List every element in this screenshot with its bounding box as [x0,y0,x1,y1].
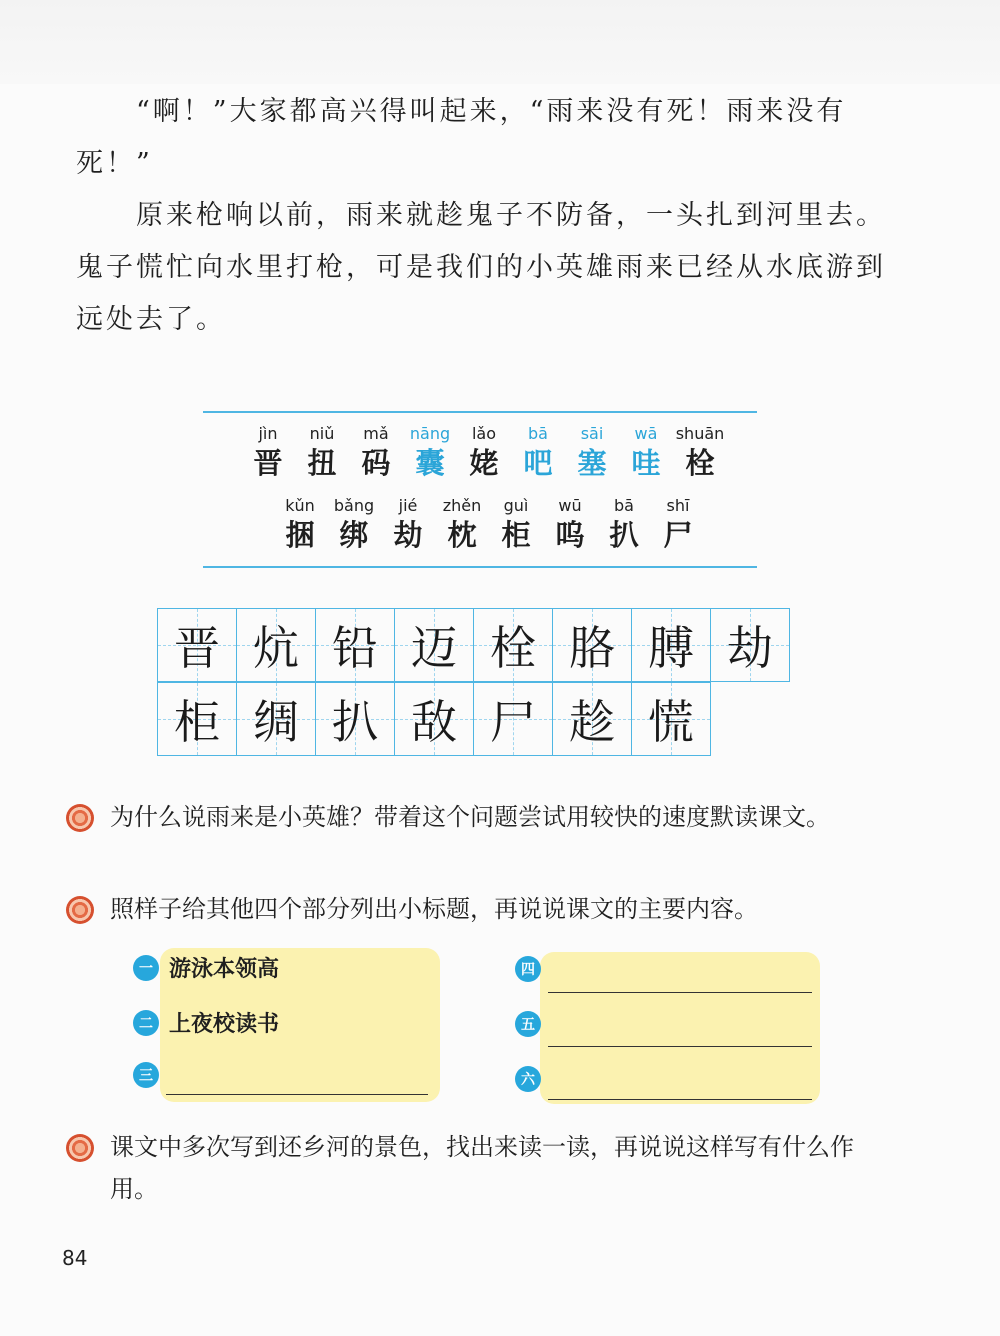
heading-number-6: 六 [515,1066,541,1092]
grid-character: 劫 [727,621,773,675]
vocab-word [295,423,349,481]
heading-text-1: 游泳本领高 [169,956,280,982]
vocab-pinyin: bā [614,496,634,515]
question-bullet-icon [66,896,94,924]
vocab-word [489,495,543,553]
question-bullet-icon [66,1134,94,1162]
story-paragraph-1: “啊！”大家都高兴得叫起来，“雨来没有死！雨来没有死！” [76,96,847,179]
vocab-character: 捆 [285,518,315,552]
vocab-word [651,495,705,553]
vocab-word [673,423,727,481]
heading-number-3: 三 [133,1062,159,1088]
vocab-character: 劫 [393,518,423,552]
grid-character: 铅 [332,621,378,675]
vocab-word [457,423,511,481]
heading-number-1: 一 [133,955,159,981]
vocab-pinyin: bǎng [333,496,375,515]
heading-blank-3[interactable] [166,1093,428,1095]
vocab-character: 囊 [415,446,445,480]
vocab-pinyin: jié [398,496,418,515]
vocab-word [543,495,597,553]
grid-character: 栓 [490,621,536,675]
vocab-character: 尸 [663,518,693,552]
grid-cell [394,682,474,756]
grid-character: 趁 [569,695,615,749]
vocab-word [381,495,435,553]
vocab-pinyin: kǔn [285,496,315,515]
writing-grid [157,608,789,756]
vocab-pinyin: shī [666,496,690,515]
page-number: 84 [62,1246,88,1270]
grid-character: 扒 [332,695,378,749]
heading-blank-5[interactable] [548,1045,812,1047]
vocab-word [403,423,457,481]
grid-character: 绸 [253,695,299,749]
vocab-pinyin: jìn [258,424,278,443]
vocab-word [327,495,381,553]
vocab-pinyin: bā [528,424,548,443]
vocab-character: 绑 [339,518,369,552]
vocab-pinyin: wā [634,424,658,443]
vocab-character: 塞 [577,446,607,480]
question-2-text: 照样子给其他四个部分列出小标题，再说说课文的主要内容。 [110,895,758,923]
vocab-pinyin: zhěn [442,496,482,515]
heading-item-3 [133,1062,169,1088]
vocab-pinyin: lǎo [471,424,497,443]
vocab-word [273,495,327,553]
vocab-character: 栓 [685,446,715,480]
vocab-word [435,495,489,553]
vocab-pinyin: niǔ [309,424,335,443]
vocab-pinyin: shuān [675,424,725,443]
headings-box-right [540,952,820,1104]
vocab-pinyin: mǎ [363,424,389,443]
vocab-character: 柜 [501,518,531,552]
vocab-character: 晋 [253,446,283,480]
grid-row-2 [157,682,789,756]
story-text [76,86,896,346]
vocab-row-1 [241,423,727,481]
pinyin-vocabulary-box [203,411,757,568]
grid-cell [552,608,632,682]
top-band [0,0,1000,84]
heading-item-2 [133,1007,279,1038]
grid-character: 晋 [174,621,220,675]
grid-cell [631,608,711,682]
vocab-word [565,423,619,481]
story-paragraph-2: 原来枪响以前，雨来就趁鬼子不防备，一头扎到河里去。鬼子慌忙向水里打枪，可是我们的小英雄雨来已经从水底游到远处去了。 [76,200,886,335]
vocab-pinyin: sāi [580,424,604,443]
vocab-character: 吧 [523,446,553,480]
grid-cell [236,608,316,682]
grid-cell [315,608,395,682]
heading-item-5 [515,1011,551,1037]
question-2 [66,888,896,930]
heading-item-1 [133,952,279,983]
question-1 [66,796,896,838]
grid-cell [473,682,553,756]
question-3 [66,1126,896,1210]
grid-character: 膊 [648,621,694,675]
vocab-word [597,495,651,553]
vocab-pinyin: guì [503,496,529,515]
grid-cell [157,682,237,756]
grid-cell [631,682,711,756]
question-1-text: 为什么说雨来是小英雄？带着这个问题尝试用较快的速度默读课文。 [110,803,830,831]
vocab-character: 呜 [555,518,585,552]
vocab-pinyin: nāng [409,424,451,443]
vocab-word [619,423,673,481]
grid-cell [315,682,395,756]
heading-blank-6[interactable] [548,1098,812,1100]
heading-number-4: 四 [515,956,541,982]
vocab-row-2 [273,495,705,553]
vocab-character: 姥 [469,446,499,480]
grid-cell [473,608,553,682]
heading-number-5: 五 [515,1011,541,1037]
heading-text-2: 上夜校读书 [169,1011,280,1037]
grid-character: 慌 [648,695,694,749]
grid-character: 尸 [490,695,536,749]
grid-character: 炕 [253,621,299,675]
question-bullet-icon [66,804,94,832]
heading-number-2: 二 [133,1010,159,1036]
vocab-word [241,423,295,481]
grid-cell [157,608,237,682]
heading-item-6 [515,1066,551,1092]
heading-blank-4[interactable] [548,991,812,993]
grid-cell [710,608,790,682]
grid-cell [394,608,474,682]
grid-cell [236,682,316,756]
vocab-word [349,423,403,481]
grid-row-1 [157,608,789,682]
question-3-text: 课文中多次写到还乡河的景色，找出来读一读，再说说这样写有什么作用。 [110,1133,854,1203]
vocab-character: 扭 [307,446,337,480]
grid-character: 胳 [569,621,615,675]
grid-character: 迈 [411,621,457,675]
vocab-character: 枕 [447,518,477,552]
grid-character: 柜 [174,695,220,749]
vocab-pinyin: wū [558,496,582,515]
vocab-character: 扒 [609,518,639,552]
vocab-character: 码 [361,446,391,480]
grid-cell [552,682,632,756]
grid-character: 敌 [411,695,457,749]
vocab-word [511,423,565,481]
heading-item-4 [515,956,551,982]
vocab-character: 哇 [631,446,661,480]
